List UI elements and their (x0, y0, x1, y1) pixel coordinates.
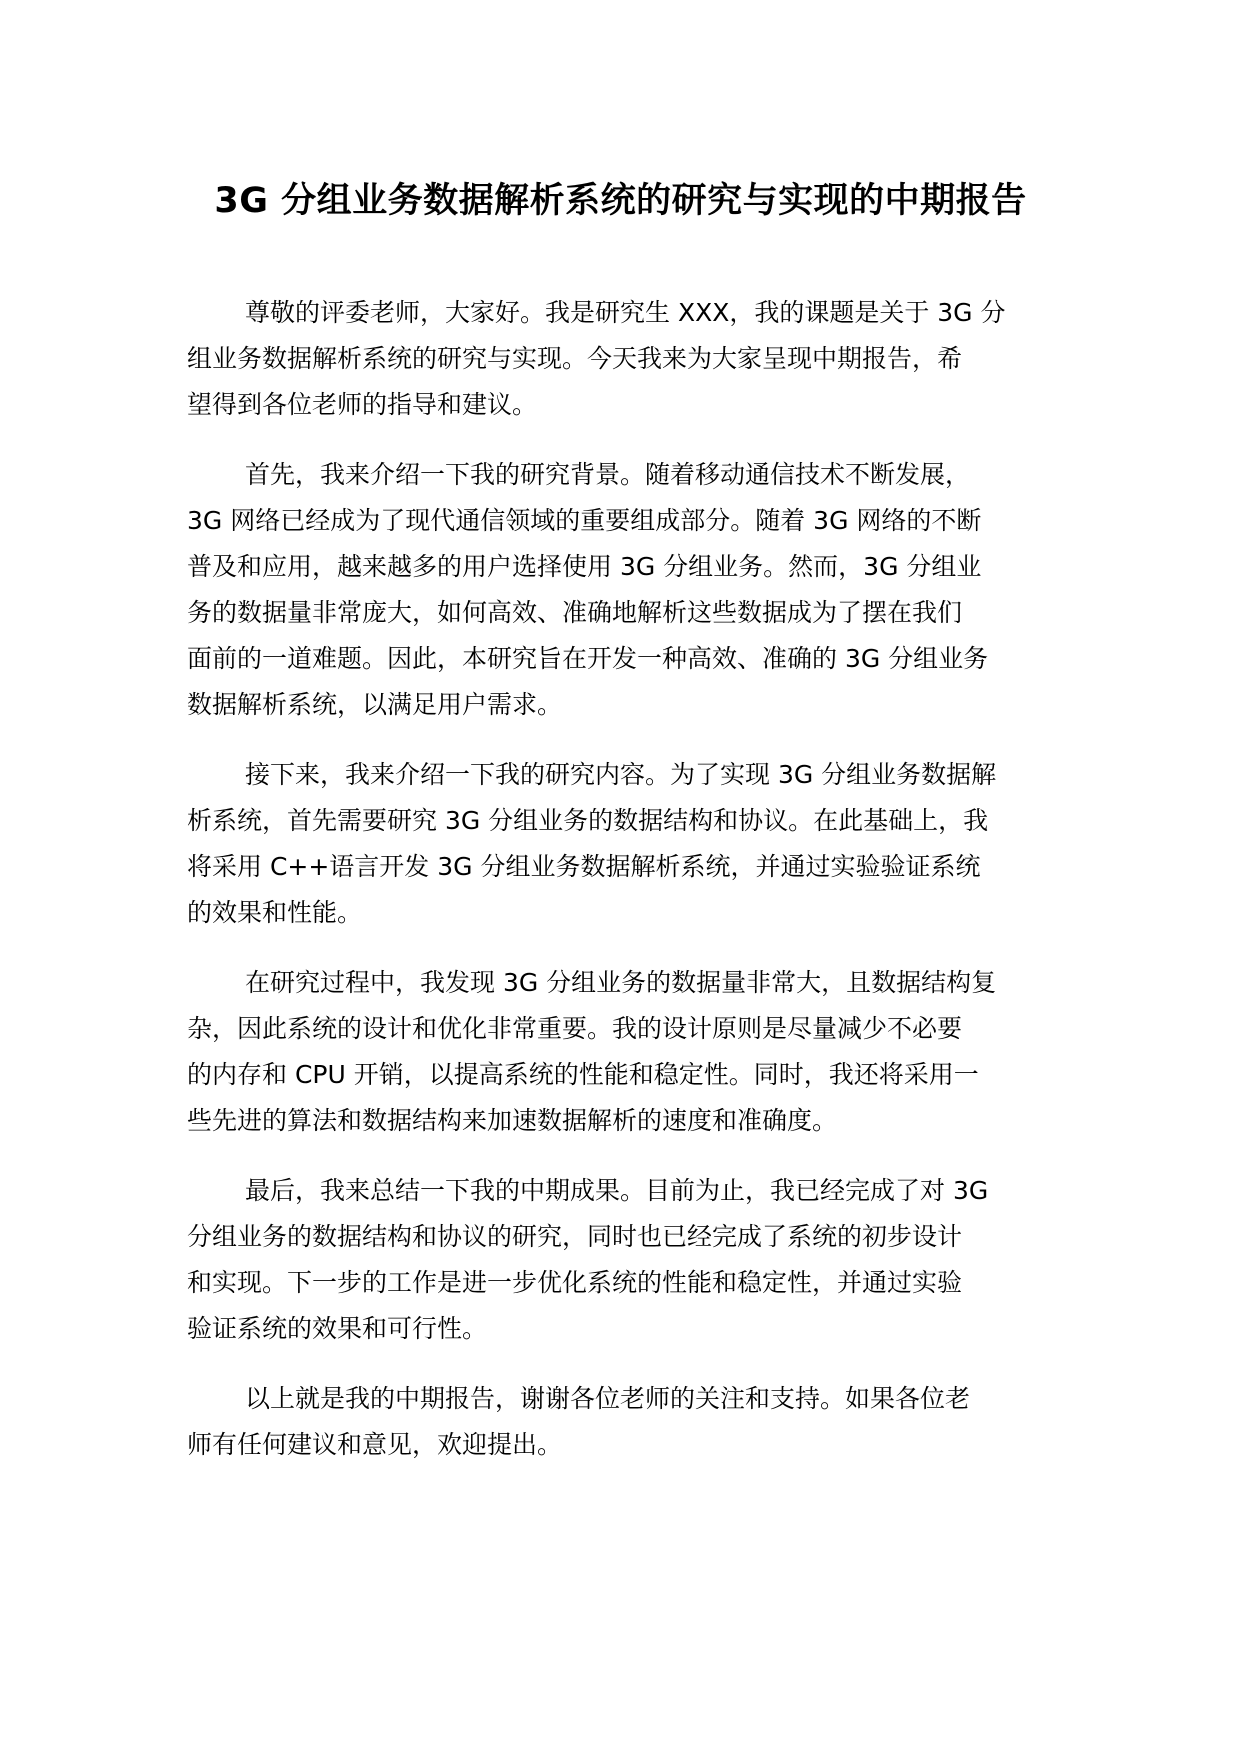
paragraph-line: 普及和应用，越来越多的用户选择使用 3G 分组业务。然而，3G 分组业 (187, 552, 982, 581)
paragraph-line: 务的数据量非常庞大，如何高效、准确地解析这些数据成为了摆在我们 (187, 598, 963, 627)
paragraph-line: 面前的一道难题。因此，本研究旨在开发一种高效、准确的 3G 分组业务 (187, 644, 989, 673)
paragraph-research-content (187, 752, 1055, 936)
paragraph-line: 的效果和性能。 (187, 898, 363, 927)
paragraph-line: 分组业务的数据结构和协议的研究，同时也已经完成了系统的初步设计 (187, 1222, 963, 1251)
paragraph-line: 接下来，我来介绍一下我的研究内容。为了实现 3G 分组业务数据解 (245, 760, 997, 789)
paragraph-line: 将采用 C++语言开发 3G 分组业务数据解析系统，并通过实验验证系统 (187, 852, 981, 881)
paragraph-line: 数据解析系统，以满足用户需求。 (187, 690, 563, 719)
paragraph-line: 杂，因此系统的设计和优化非常重要。我的设计原则是尽量减少不必要 (187, 1014, 963, 1043)
paragraph-line: 3G 网络已经成为了现代通信领域的重要组成部分。随着 3G 网络的不断 (187, 506, 982, 535)
paragraph-line: 首先，我来介绍一下我的研究背景。随着移动通信技术不断发展， (245, 460, 971, 489)
paragraph-greeting (187, 290, 1055, 428)
paragraph-line: 析系统，首先需要研究 3G 分组业务的数据结构和协议。在此基础上，我 (187, 806, 989, 835)
paragraph-line: 的内存和 CPU 开销，以提高系统的性能和稳定性。同时，我还将采用一 (187, 1060, 979, 1089)
paragraph-line: 验证系统的效果和可行性。 (187, 1314, 488, 1343)
paragraph-line: 在研究过程中，我发现 3G 分组业务的数据量非常大，且数据结构复 (245, 968, 997, 997)
paragraph-closing (187, 1376, 1055, 1468)
paragraph-line: 些先进的算法和数据结构来加速数据解析的速度和准确度。 (187, 1106, 838, 1135)
paragraph-line: 最后，我来总结一下我的中期成果。目前为止，我已经完成了对 3G (245, 1176, 989, 1205)
document-title: 3G 分组业务数据解析系统的研究与实现的中期报告 (214, 181, 1027, 221)
paragraph-line: 和实现。下一步的工作是进一步优化系统的性能和稳定性，并通过实验 (187, 1268, 963, 1297)
paragraph-results (187, 1168, 1055, 1352)
document-body (187, 290, 1055, 1492)
paragraph-background (187, 452, 1055, 728)
paragraph-line: 尊敬的评委老师，大家好。我是研究生 XXX，我的课题是关于 3G 分 (245, 298, 1006, 327)
paragraph-line: 以上就是我的中期报告，谢谢各位老师的关注和支持。如果各位老 (245, 1384, 971, 1413)
paragraph-process (187, 960, 1055, 1144)
paragraph-line: 望得到各位老师的指导和建议。 (187, 390, 538, 419)
paragraph-line: 组业务数据解析系统的研究与实现。今天我来为大家呈现中期报告，希 (187, 344, 963, 373)
paragraph-line: 师有任何建议和意见，欢迎提出。 (187, 1430, 563, 1459)
